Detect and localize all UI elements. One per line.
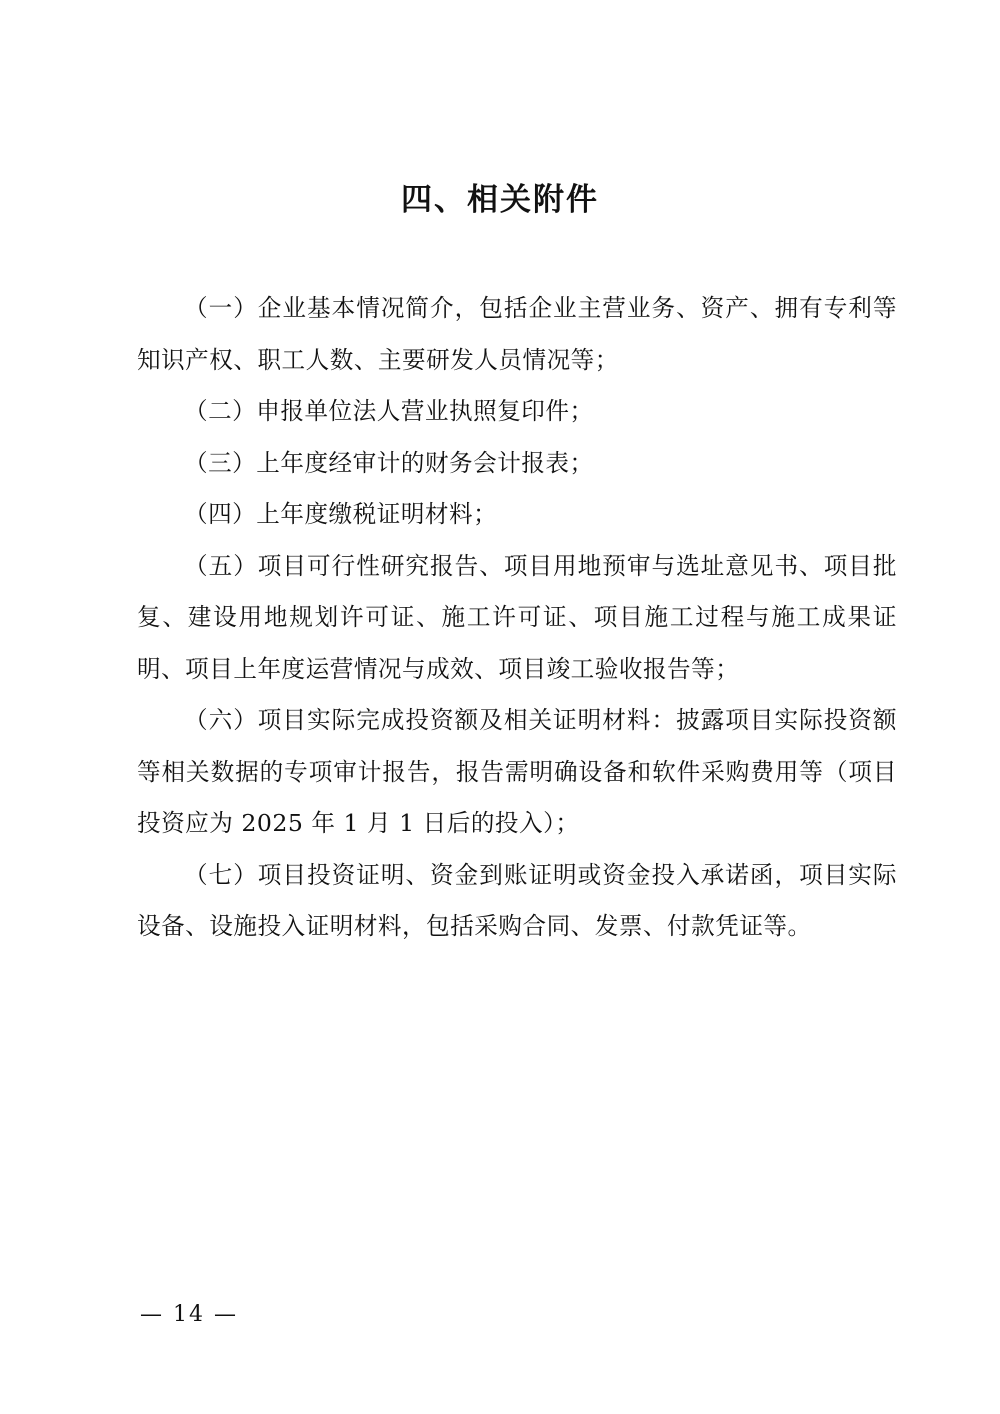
- attachment-item-3: （三）上年度经审计的财务会计报表；: [184, 448, 594, 477]
- attachment-list: [137, 283, 897, 953]
- attachment-item-7: （七）项目投资证明、资金到账证明或资金投入承诺函，项目实际设备、设施投入证明材料，包括采购合同、发票、付款凭证等。: [137, 860, 897, 940]
- attachment-item-1: （一）企业基本情况简介，包括企业主营业务、资产、拥有专利等知识产权、职工人数、主要研发人员情况等；: [137, 294, 897, 374]
- page-number: — 14 —: [140, 1302, 238, 1327]
- page-title: 四、相关附件: [401, 182, 599, 218]
- attachment-item-4: （四）上年度缴税证明材料；: [184, 500, 498, 528]
- attachment-item-6: （六）项目实际完成投资额及相关证明材料：披露项目实际投资额等相关数据的专项审计报告，报告需明确设备和软件采购费用等（项目投资应为 2025 年 1 月 1 日后的投入）；: [137, 706, 897, 837]
- attachment-item-5: （五）项目可行性研究报告、项目用地预审与选址意见书、项目批复、建设用地规划许可证、施工许可证、项目施工过程与施工成果证明、项目上年度运营情况与成效、项目竣工验收报告等；: [137, 551, 897, 683]
- attachment-item-2: （二）申报单位法人营业执照复印件；: [184, 397, 594, 425]
